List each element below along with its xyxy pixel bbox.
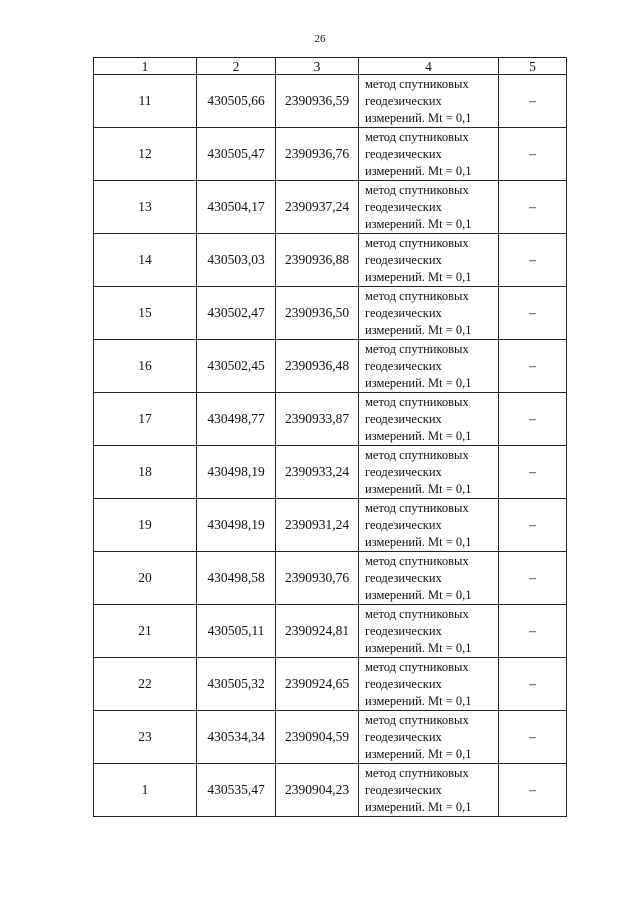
table-row — [94, 128, 567, 181]
method-line: измерений. Mt = 0,1 — [365, 481, 472, 496]
table-row — [94, 340, 567, 393]
method-line: геодезических — [365, 729, 442, 744]
y-coordinate-cell: 2390936,50 — [276, 287, 359, 340]
x-coordinate-cell: 430505,11 — [197, 605, 276, 658]
table-row — [94, 711, 567, 764]
method-cell — [359, 658, 499, 711]
y-coordinate-cell: 2390933,24 — [276, 446, 359, 499]
point-number-cell: 20 — [94, 552, 197, 605]
y-coordinate-cell: 2390904,23 — [276, 764, 359, 817]
x-coordinate-cell: 430498,19 — [197, 499, 276, 552]
table-row — [94, 446, 567, 499]
method-line: геодезических — [365, 623, 442, 638]
y-coordinate-cell: 2390937,24 — [276, 181, 359, 234]
y-coordinate-cell: 2390936,76 — [276, 128, 359, 181]
table-row — [94, 234, 567, 287]
note-cell: – — [499, 446, 567, 499]
method-line: геодезических — [365, 93, 442, 108]
note-cell: – — [499, 287, 567, 340]
method-line: измерений. Mt = 0,1 — [365, 534, 472, 549]
y-coordinate-cell: 2390936,59 — [276, 75, 359, 128]
note-cell: – — [499, 128, 567, 181]
point-number-cell: 14 — [94, 234, 197, 287]
x-coordinate-cell: 430504,17 — [197, 181, 276, 234]
method-line: метод спутниковых — [365, 341, 469, 356]
table-row — [94, 764, 567, 817]
method-line: измерений. Mt = 0,1 — [365, 693, 472, 708]
point-number-cell: 11 — [94, 75, 197, 128]
x-coordinate-cell: 430505,47 — [197, 128, 276, 181]
method-line: метод спутниковых — [365, 235, 469, 250]
y-coordinate-cell: 2390924,81 — [276, 605, 359, 658]
table-row — [94, 658, 567, 711]
note-cell: – — [499, 552, 567, 605]
table-row — [94, 552, 567, 605]
method-cell — [359, 287, 499, 340]
point-number-cell: 23 — [94, 711, 197, 764]
method-line: метод спутниковых — [365, 765, 469, 780]
method-line: геодезических — [365, 464, 442, 479]
y-coordinate-cell: 2390933,87 — [276, 393, 359, 446]
note-cell: – — [499, 340, 567, 393]
method-line: метод спутниковых — [365, 182, 469, 197]
y-coordinate-cell: 2390936,48 — [276, 340, 359, 393]
y-coordinate-cell: 2390930,76 — [276, 552, 359, 605]
note-cell: – — [499, 75, 567, 128]
method-cell — [359, 75, 499, 128]
note-cell: – — [499, 764, 567, 817]
method-line: геодезических — [365, 782, 442, 797]
x-coordinate-cell: 430535,47 — [197, 764, 276, 817]
method-line: измерений. Mt = 0,1 — [365, 269, 472, 284]
table-body — [94, 75, 567, 817]
method-line: метод спутниковых — [365, 606, 469, 621]
point-number-cell: 15 — [94, 287, 197, 340]
method-cell — [359, 393, 499, 446]
method-cell — [359, 499, 499, 552]
table-header — [94, 58, 567, 75]
method-cell — [359, 764, 499, 817]
method-line: геодезических — [365, 146, 442, 161]
method-line: геодезических — [365, 570, 442, 585]
header-col-1: 1 — [94, 58, 197, 75]
x-coordinate-cell: 430498,19 — [197, 446, 276, 499]
method-cell — [359, 181, 499, 234]
x-coordinate-cell: 430534,34 — [197, 711, 276, 764]
method-cell — [359, 234, 499, 287]
x-coordinate-cell: 430498,58 — [197, 552, 276, 605]
note-cell: – — [499, 605, 567, 658]
method-cell — [359, 605, 499, 658]
x-coordinate-cell: 430502,45 — [197, 340, 276, 393]
method-line: измерений. Mt = 0,1 — [365, 746, 472, 761]
method-line: метод спутниковых — [365, 500, 469, 515]
point-number-cell: 13 — [94, 181, 197, 234]
point-number-cell: 22 — [94, 658, 197, 711]
x-coordinate-cell: 430502,47 — [197, 287, 276, 340]
method-line: метод спутниковых — [365, 712, 469, 727]
method-cell — [359, 446, 499, 499]
x-coordinate-cell: 430498,77 — [197, 393, 276, 446]
x-coordinate-cell: 430503,03 — [197, 234, 276, 287]
method-line: метод спутниковых — [365, 447, 469, 462]
method-line: метод спутниковых — [365, 659, 469, 674]
method-cell — [359, 340, 499, 393]
y-coordinate-cell: 2390931,24 — [276, 499, 359, 552]
note-cell: – — [499, 499, 567, 552]
method-line: измерений. Mt = 0,1 — [365, 163, 472, 178]
method-line: измерений. Mt = 0,1 — [365, 375, 472, 390]
header-col-4: 4 — [359, 58, 499, 75]
page-number: 26 — [314, 33, 326, 45]
method-line: метод спутниковых — [365, 129, 469, 144]
y-coordinate-cell: 2390924,65 — [276, 658, 359, 711]
method-line: геодезических — [365, 676, 442, 691]
method-line: геодезических — [365, 358, 442, 373]
note-cell: – — [499, 658, 567, 711]
note-cell: – — [499, 711, 567, 764]
table-row — [94, 181, 567, 234]
point-number-cell: 18 — [94, 446, 197, 499]
method-line: измерений. Mt = 0,1 — [365, 322, 472, 337]
note-cell: – — [499, 234, 567, 287]
method-line: измерений. Mt = 0,1 — [365, 799, 472, 814]
header-col-5: 5 — [499, 58, 567, 75]
method-line: метод спутниковых — [365, 553, 469, 568]
method-line: измерений. Mt = 0,1 — [365, 640, 472, 655]
method-line: геодезических — [365, 199, 442, 214]
method-line: геодезических — [365, 517, 442, 532]
table-row — [94, 605, 567, 658]
point-number-cell: 12 — [94, 128, 197, 181]
table-row — [94, 499, 567, 552]
method-line: метод спутниковых — [365, 394, 469, 409]
y-coordinate-cell: 2390936,88 — [276, 234, 359, 287]
method-line: геодезических — [365, 305, 442, 320]
method-cell — [359, 128, 499, 181]
header-col-3: 3 — [276, 58, 359, 75]
method-line: геодезических — [365, 411, 442, 426]
method-line: геодезических — [365, 252, 442, 267]
header-col-2: 2 — [197, 58, 276, 75]
method-cell — [359, 552, 499, 605]
method-line: измерений. Mt = 0,1 — [365, 587, 472, 602]
table-row — [94, 75, 567, 128]
note-cell: – — [499, 181, 567, 234]
point-number-cell: 16 — [94, 340, 197, 393]
table-row — [94, 393, 567, 446]
x-coordinate-cell: 430505,32 — [197, 658, 276, 711]
note-cell: – — [499, 393, 567, 446]
method-line: метод спутниковых — [365, 76, 469, 91]
method-line: метод спутниковых — [365, 288, 469, 303]
header-row — [94, 58, 567, 75]
method-line: измерений. Mt = 0,1 — [365, 110, 472, 125]
method-line: измерений. Mt = 0,1 — [365, 216, 472, 231]
point-number-cell: 17 — [94, 393, 197, 446]
method-line: измерений. Mt = 0,1 — [365, 428, 472, 443]
method-cell — [359, 711, 499, 764]
y-coordinate-cell: 2390904,59 — [276, 711, 359, 764]
point-number-cell: 21 — [94, 605, 197, 658]
coordinates-table — [93, 57, 567, 817]
point-number-cell: 1 — [94, 764, 197, 817]
point-number-cell: 19 — [94, 499, 197, 552]
table-row — [94, 287, 567, 340]
x-coordinate-cell: 430505,66 — [197, 75, 276, 128]
